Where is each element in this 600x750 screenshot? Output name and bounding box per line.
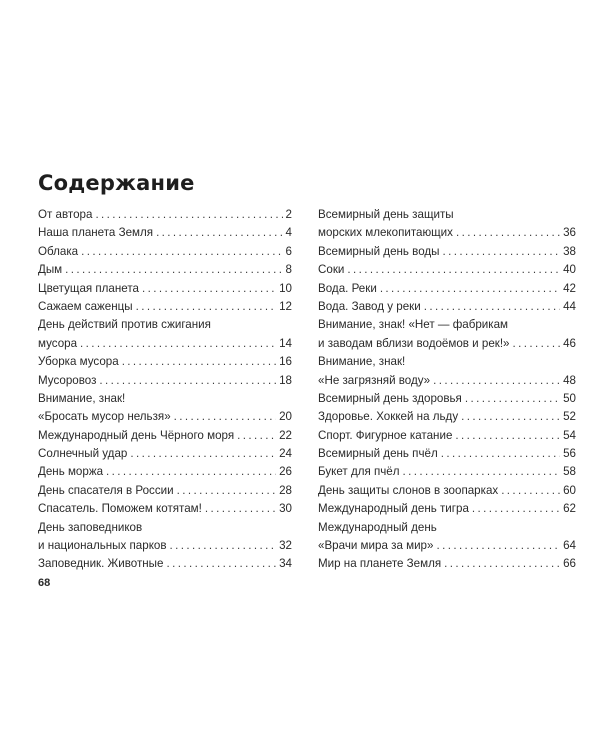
toc-entry	[318, 500, 576, 518]
dot-leader	[156, 224, 282, 242]
toc-entry	[318, 427, 576, 445]
dot-leader	[444, 555, 560, 573]
toc-entry	[318, 224, 576, 242]
dot-leader	[80, 335, 276, 353]
toc-entry-page: 34	[279, 557, 292, 571]
toc-entry-title: Международный день	[318, 520, 437, 534]
toc-right-column	[318, 206, 576, 574]
toc-entry	[38, 445, 292, 463]
dot-leader	[424, 298, 560, 316]
toc-entry-title: Соки	[318, 263, 345, 277]
toc-entry	[38, 482, 292, 500]
toc-entry-title: Сажаем саженцы	[38, 299, 133, 313]
toc-entry-page: 36	[563, 226, 576, 240]
toc-entry	[318, 390, 576, 408]
toc-entry-title: «Не загрязняй воду»	[318, 373, 431, 387]
toc-entry-page: 10	[279, 281, 292, 295]
toc-entry-page: 48	[563, 373, 576, 387]
dot-leader	[106, 463, 276, 481]
dot-leader	[81, 243, 282, 261]
toc-entry	[38, 224, 292, 242]
toc-entry	[38, 243, 292, 261]
toc-entry	[318, 519, 576, 537]
toc-entry-title: Букет для пчёл	[318, 465, 400, 479]
toc-entry-page: 22	[279, 428, 292, 442]
toc-entry-title: «Врачи мира за мир»	[318, 539, 434, 553]
toc-entry-title: Спорт. Фигурное катание	[318, 428, 453, 442]
toc-entry-title: Спасатель. Поможем котятам!	[38, 502, 202, 516]
toc-entry	[38, 463, 292, 481]
toc-entry-title: День защиты слонов в зоопарках	[318, 483, 499, 497]
dot-leader	[65, 261, 282, 279]
dot-leader	[472, 500, 560, 518]
toc-entry-title: и национальных парков	[38, 539, 167, 553]
toc-entry-page: 38	[563, 244, 576, 258]
toc-entry-page: 44	[563, 299, 576, 313]
dot-leader	[501, 482, 560, 500]
dot-leader	[461, 408, 560, 426]
toc-entry-title: Дым	[38, 263, 63, 277]
dot-leader	[436, 537, 560, 555]
toc-entry-page: 58	[563, 465, 576, 479]
toc-entry-page: 14	[279, 336, 292, 350]
toc-entry	[318, 372, 576, 390]
toc-entry-title: Уборка мусора	[38, 355, 119, 369]
dot-leader	[403, 463, 561, 481]
toc-entry	[38, 298, 292, 316]
toc-entry-title: Всемирный день пчёл	[318, 447, 438, 461]
toc-entry	[318, 445, 576, 463]
toc-entry	[38, 316, 292, 334]
toc-entry	[318, 408, 576, 426]
toc-entry-page: 4	[285, 226, 292, 240]
toc-entry-title: Мусоровоз	[38, 373, 97, 387]
dot-leader	[433, 372, 560, 390]
toc-entry-page: 6	[285, 244, 292, 258]
toc-entry	[38, 537, 292, 555]
dot-leader	[136, 298, 276, 316]
toc-entry-title: Наша планета Земля	[38, 226, 154, 240]
toc-entry-title: Солнечный удар	[38, 447, 128, 461]
toc-entry-title: Международный день тигра	[318, 502, 469, 516]
toc-entry-title: Вода. Завод у реки	[318, 299, 421, 313]
toc-entry	[318, 243, 576, 261]
toc-entry-title: Заповедник. Животные	[38, 557, 164, 571]
toc-entry-title: День действий против сжигания	[38, 318, 211, 332]
toc-entry-title: «Бросать мусор нельзя»	[38, 410, 171, 424]
toc-entry-page: 32	[279, 539, 292, 553]
toc-entry-page: 46	[563, 336, 576, 350]
toc-entry-page: 8	[285, 263, 292, 277]
toc-entry	[318, 463, 576, 481]
toc-entry	[318, 353, 576, 371]
toc-entry-title: Мир на планете Земля	[318, 557, 442, 571]
toc-entry	[38, 261, 292, 279]
toc-entry-title: Всемирный день воды	[318, 244, 440, 258]
toc-entry-title: Вода. Реки	[318, 281, 377, 295]
toc-entry	[38, 206, 292, 224]
dot-leader	[99, 372, 276, 390]
dot-leader	[456, 224, 560, 242]
toc-entry-title: морских млекопитающих	[318, 226, 453, 240]
toc-entry-title: и заводам вблизи водоёмов и рек!»	[318, 336, 510, 350]
dot-leader	[174, 408, 276, 426]
toc-entry	[38, 390, 292, 408]
toc-entry-title: Всемирный день здоровья	[318, 391, 462, 405]
toc-entry	[38, 555, 292, 573]
toc-entry-page: 20	[279, 410, 292, 424]
toc-entry	[38, 335, 292, 353]
page-number: 68	[38, 577, 51, 589]
toc-entry-page: 2	[285, 208, 292, 221]
toc-entry	[318, 482, 576, 500]
toc-entry	[318, 316, 576, 334]
dot-leader	[122, 353, 276, 371]
toc-entry-title: День моржа	[38, 465, 104, 479]
dot-leader	[380, 280, 560, 298]
toc-entry-page: 16	[279, 355, 292, 369]
dot-leader	[465, 390, 560, 408]
toc-entry-page: 54	[563, 428, 576, 442]
toc-entry-page: 52	[563, 410, 576, 424]
dot-leader	[95, 206, 282, 224]
toc-entry-title: От автора	[38, 208, 93, 221]
toc-entry-title: Внимание, знак!	[38, 391, 126, 405]
dot-leader	[177, 482, 277, 500]
toc-entry	[38, 353, 292, 371]
toc-entry-title: мусора	[38, 336, 78, 350]
toc-entry-title: День заповедников	[38, 520, 143, 534]
toc-entry	[318, 280, 576, 298]
toc-entry	[38, 427, 292, 445]
toc-entry-title: Всемирный день защиты	[318, 208, 454, 221]
toc-left-column	[38, 206, 292, 574]
toc-entry-page: 56	[563, 447, 576, 461]
dot-leader	[513, 335, 561, 353]
toc-entry-page: 30	[279, 502, 292, 516]
toc-entry-title: Внимание, знак! «Нет — фабрикам	[318, 318, 509, 332]
toc-entry-page: 18	[279, 373, 292, 387]
toc-entry	[318, 261, 576, 279]
toc-entry-title: Здоровье. Хоккей на льду	[318, 410, 459, 424]
toc-entry	[318, 335, 576, 353]
dot-leader	[441, 445, 560, 463]
dot-leader	[237, 427, 276, 445]
toc-entry	[318, 298, 576, 316]
toc-entry-title: День спасателя в России	[38, 483, 174, 497]
toc-entry-title: Облака	[38, 244, 79, 258]
toc-entry-page: 50	[563, 391, 576, 405]
dot-leader	[347, 261, 560, 279]
dot-leader	[205, 500, 276, 518]
toc-entry-title: Внимание, знак!	[318, 355, 406, 369]
toc-entry-title: Цветущая планета	[38, 281, 139, 295]
page-title: Содержание	[38, 171, 195, 195]
toc-entry-page: 24	[279, 447, 292, 461]
toc-entry	[318, 206, 576, 224]
dot-leader	[166, 555, 276, 573]
toc-entry-page: 42	[563, 281, 576, 295]
toc-entry-page: 66	[563, 557, 576, 571]
toc-entry	[38, 372, 292, 390]
toc-entry-page: 60	[563, 483, 576, 497]
toc-entry-page: 40	[563, 263, 576, 277]
dot-leader	[130, 445, 276, 463]
toc-entry	[38, 500, 292, 518]
dot-leader	[455, 427, 560, 445]
toc-entry	[318, 537, 576, 555]
toc-entry	[38, 408, 292, 426]
toc-entry-page: 12	[279, 299, 292, 313]
toc-entry	[38, 519, 292, 537]
toc-entry	[38, 280, 292, 298]
toc-entry-page: 64	[563, 539, 576, 553]
toc-entry-page: 26	[279, 465, 292, 479]
toc-entry	[318, 555, 576, 573]
dot-leader	[142, 280, 276, 298]
toc-entry-page: 28	[279, 483, 292, 497]
dot-leader	[443, 243, 561, 261]
toc-entry-page: 62	[563, 502, 576, 516]
toc-entry-title: Международный день Чёрного моря	[38, 428, 235, 442]
dot-leader	[170, 537, 277, 555]
